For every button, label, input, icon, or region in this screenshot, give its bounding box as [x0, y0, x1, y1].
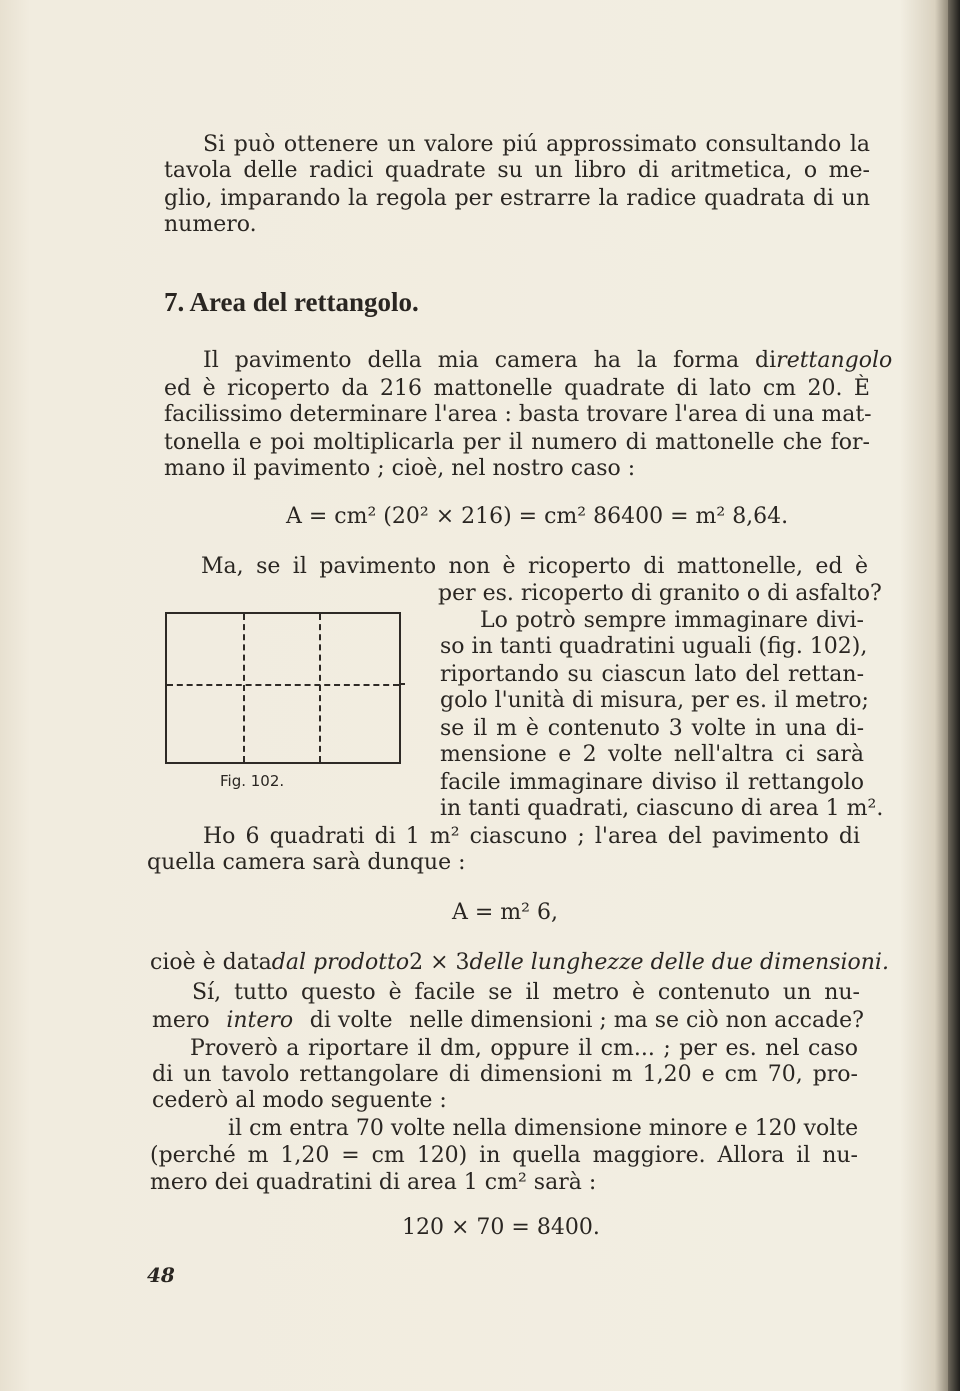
figure-102-rectangle: [165, 612, 401, 764]
para4-line-2-prefix: mero: [152, 1008, 210, 1033]
para2-line-8: mensione e 2 volte nell'altra ci sarà: [440, 742, 864, 767]
intro-line-4: numero.: [164, 212, 257, 237]
para3-italic: dal prodotto: [271, 950, 410, 975]
para2-line-11: Ho 6 quadrati di 1 m² ciascuno ; l'area del pavimento di: [203, 824, 860, 849]
figure-dashed-line: [319, 614, 321, 762]
para1-line-5: mano il pavimento ; cioè, nel nostro caso :: [164, 456, 636, 481]
figure-caption: Fig. 102.: [220, 772, 285, 790]
intro-line-3: glio, imparando la regola per estrarre la radice quadrata di un: [164, 186, 870, 211]
para2-line-1: Ma, se il pavimento non è ricoperto di mattonelle, ed è: [201, 554, 868, 579]
figure-dashed-line: [167, 684, 399, 686]
para3-italic-2: delle lunghezze delle due dimensioni.: [469, 950, 889, 975]
para2-line-5: riportando su ciascun lato del rettan-: [440, 662, 864, 687]
page-number: 48: [147, 1263, 175, 1287]
figure-dashed-extension: [401, 683, 405, 685]
section-number: 7.: [164, 287, 185, 317]
para4-line-8: mero dei quadratini di area 1 cm² sarà :: [150, 1170, 597, 1195]
para3-prefix: cioè è data: [150, 950, 272, 975]
para4-line-4: di un tavolo rettangolare di dimensioni m 1,20 e cm 70, pro-: [152, 1062, 858, 1087]
intro-line-2: tavola delle radici quadrate su un libro di aritmetica, o me-: [164, 158, 870, 183]
para3-middle: 2 × 3: [409, 950, 470, 975]
para1-line-2: ed è ricoperto da 216 mattonelle quadrate di lato cm 20. È: [164, 376, 870, 401]
para2-line-6: golo l'unità di misura, per es. il metro;: [440, 688, 869, 713]
para2-line-7: se il m è contenuto 3 volte in una di-: [440, 716, 864, 741]
formula-area-squares: A = m² 6,: [452, 900, 558, 925]
para1-italic-word: rettangolo: [776, 348, 893, 373]
para4-line-6: il cm entra 70 volte nella dimensione minore e 120 volte: [228, 1116, 859, 1141]
book-binding-edge: [948, 0, 960, 1391]
para1-line-1-text: Il pavimento della mia camera ha la forma di: [203, 348, 777, 373]
para2-line-9: facile immaginare diviso il rettangolo: [440, 770, 864, 795]
formula-area-tiles: A = cm² (20² × 216) = cm² 86400 = m² 8,64.: [286, 504, 789, 529]
section-title: Area del rettangolo.: [189, 287, 419, 317]
para4-line-7: (perché m 1,20 = cm 120) in quella maggiore. Allora il nu-: [150, 1143, 858, 1168]
para2-line-4: so in tanti quadratini uguali (fig. 102),: [440, 634, 868, 659]
para4-line-5: cederò al modo seguente :: [152, 1088, 447, 1113]
figure-dashed-line: [243, 614, 245, 762]
para4-line-3: Proverò a riportare il dm, oppure il cm... ; per es. nel caso: [190, 1036, 858, 1061]
para1-line-3: facilissimo determinare l'area : basta trovare l'area di una mat-: [164, 402, 872, 427]
para4-line-2-rest: nelle dimensioni ; ma se ciò non accade?: [409, 1008, 864, 1033]
para1-line-4: tonella e poi moltiplicarla per il numero di mattonelle che for-: [164, 430, 870, 455]
para2-line-10: in tanti quadrati, ciascuno di area 1 m².: [440, 796, 884, 821]
para2-line-12: quella camera sarà dunque :: [147, 850, 466, 875]
para4-line-2-italic: intero: [226, 1008, 294, 1033]
para1-line-1: [203, 348, 893, 374]
para2-line-3: Lo potrò sempre immaginare divi-: [480, 608, 864, 633]
para4-line-2-mid: di volte: [309, 1008, 393, 1033]
intro-line-1: Si può ottenere un valore piú approssimato consultando la: [203, 132, 870, 157]
formula-cm-squares: 120 × 70 = 8400.: [402, 1215, 600, 1240]
para4-line-1: Sí, tutto questo è facile se il metro è contenuto un nu-: [192, 980, 860, 1005]
para3-line: [150, 950, 889, 976]
para4-line-2: [152, 1008, 864, 1034]
para2-line-2: per es. ricoperto di granito o di asfalto?: [438, 581, 882, 606]
section-heading: [164, 289, 419, 315]
